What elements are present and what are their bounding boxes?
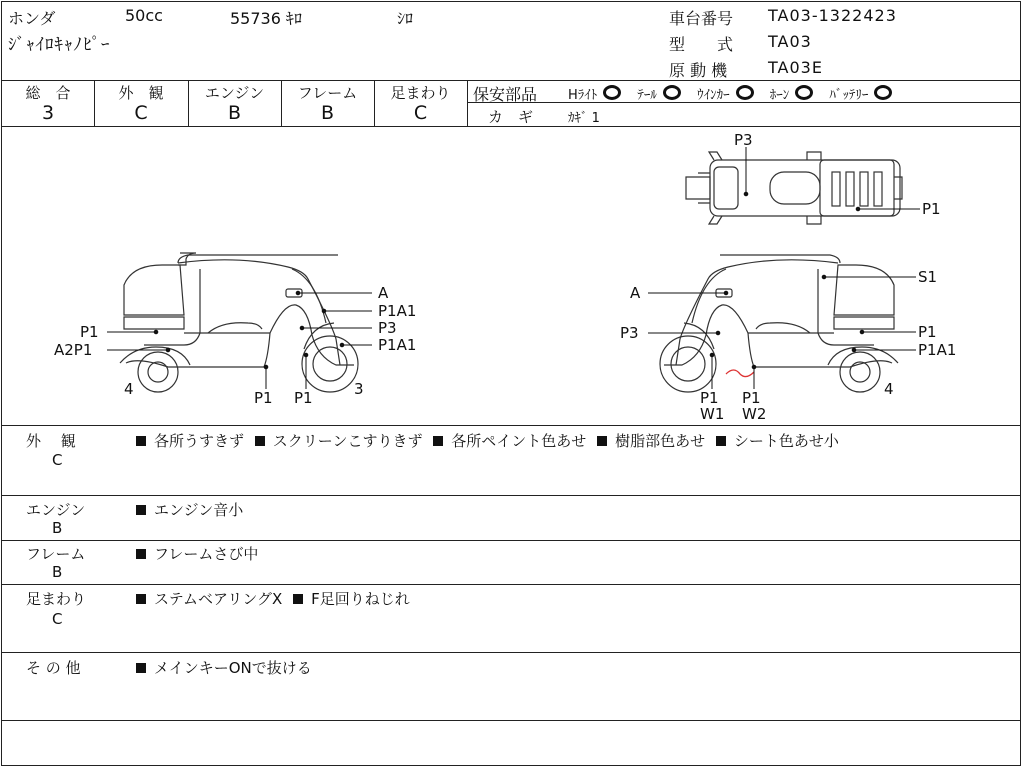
right-view-label-p1: P1 [918,323,937,341]
comment-category-engine: エンジン [26,501,86,519]
top-view-scooter [686,152,902,224]
divider [2,652,1020,653]
displacement: 50cc [125,6,163,25]
right-view-label-p1-rear: P1 [742,389,761,407]
comment-item: 各所ペイント色あせ [451,432,587,450]
comment-items-other [136,657,312,678]
divider [2,425,1020,426]
battery-label: ﾊﾞｯﾃﾘｰ [829,88,869,103]
winker-label: ｳｲﾝｶｰ [697,88,730,103]
comment-items-engine [136,499,243,520]
top-view-label-p3: P3 [734,131,753,149]
bullet-icon [136,436,146,446]
engine-grade: B [227,102,242,124]
left-view-label-p1: P1 [80,323,99,341]
bullet-icon [433,436,443,446]
bullet-icon [136,549,146,559]
maker: ホンダ [8,9,56,28]
right-view-label-w1: W1 [700,405,725,423]
divider [2,584,1020,585]
comment-item: ステムベアリングX [154,590,283,608]
left-view-label-a2p1: A2P1 [54,341,93,359]
comment-item: シート色あせ小 [733,432,839,450]
comment-items-frame [136,543,258,564]
divider [467,80,468,126]
type-label: 型 式 [669,35,734,54]
model-name: ｼﾞｬｲﾛｷｬﾉﾋﾟｰ [8,35,111,55]
frame-grade: B [320,102,335,124]
headlight-label: Hﾗｲﾄ [568,88,598,103]
left-view-scooter [120,253,358,392]
right-view-scooter [660,255,898,392]
horn-item [770,84,814,103]
divider [2,720,1020,721]
right-view-label-a: A [630,284,641,302]
comment-items-suspension [136,588,410,609]
chassis-number: TA03-1322423 [768,6,897,25]
right-view-label-p1a1: P1A1 [918,341,957,359]
top-view-label-p1: P1 [922,200,941,218]
safety-parts-list [568,84,904,103]
engine-model-label: 原 動 機 [669,61,728,80]
comment-item: 各所うすきず [154,432,245,450]
left-view-label-a: A [378,284,389,302]
comment-grade-exterior: C [52,451,63,469]
bullet-icon [716,436,726,446]
circle-icon [603,85,621,100]
circle-icon [874,85,892,100]
comment-grade-suspension: C [52,610,63,628]
circle-icon [795,85,813,100]
headlight-item [568,84,621,103]
left-view-label-p1a1: P1A1 [378,302,417,320]
comment-category-other: そ の 他 [26,659,81,677]
divider [2,540,1020,541]
chassis-label: 車台番号 [669,9,734,28]
comment-item: スクリーンこすりきず [272,432,423,450]
bullet-icon [136,663,146,673]
comment-category-suspension: 足まわり [26,590,87,608]
frame-label: フレーム [297,84,358,102]
left-view-label-p1-rear: P1 [254,389,273,407]
right-view-label-p3: P3 [620,324,639,342]
inspection-sheet [1,1,1021,766]
bullet-icon [597,436,607,446]
divider [2,80,1020,81]
horn-label: ﾎｰﾝ [769,88,790,103]
bullet-icon [293,594,303,604]
suspension-label: 足まわり [390,84,451,102]
left-view-label-p1a1-lower: P1A1 [378,336,417,354]
engine-model-value: TA03E [768,58,823,77]
key-count: ｶｷﾞ 1 [568,111,600,126]
divider [2,495,1020,496]
comment-item: 樹脂部色あせ [615,432,706,450]
comment-item: フレームさび中 [154,545,259,563]
key-label: カ ギ [488,108,534,126]
comment-item: F足回りねじれ [311,590,410,608]
comment-items-exterior [136,430,839,451]
right-view-label-4: 4 [884,380,894,398]
comment-item: エンジン音小 [154,501,244,519]
bullet-icon [255,436,265,446]
engine-label: エンジン [204,84,265,102]
left-view-label-3: 3 [354,380,364,398]
bullet-icon [136,594,146,604]
taillight-label: ﾃｰﾙ [637,88,657,103]
damage-diagram [2,127,1020,425]
left-view-label-4: 4 [124,380,134,398]
exterior-label: 外 観 [118,84,164,102]
comment-grade-engine: B [52,519,63,537]
right-view-label-p1-front: P1 [700,389,719,407]
right-view-label-w2: W2 [742,405,767,423]
comment-category-exterior: 外 観 [26,432,76,450]
comment-item: メインキーONで抜ける [154,659,312,677]
taillight-item [637,84,681,103]
circle-icon [736,85,754,100]
exterior-grade: C [134,102,148,124]
overall-grade: 3 [41,102,55,124]
comment-category-frame: フレーム [26,545,86,563]
safety-parts-label: 保安部品 [473,85,538,104]
overall-label: 総 合 [25,84,71,102]
suspension-grade: C [413,102,428,124]
bullet-icon [136,505,146,515]
mileage: 55736 ｷﾛ [230,9,302,28]
winker-item [697,84,754,103]
circle-icon [663,85,681,100]
type-value: TA03 [768,32,812,51]
left-view-label-p1-front: P1 [294,389,313,407]
left-view-label-p3: P3 [378,319,397,337]
damage-mark [726,370,754,377]
battery-item [829,84,892,103]
right-view-label-s1: S1 [918,268,938,286]
body-color: ｼﾛ [397,9,414,28]
comment-grade-frame: B [52,563,63,581]
